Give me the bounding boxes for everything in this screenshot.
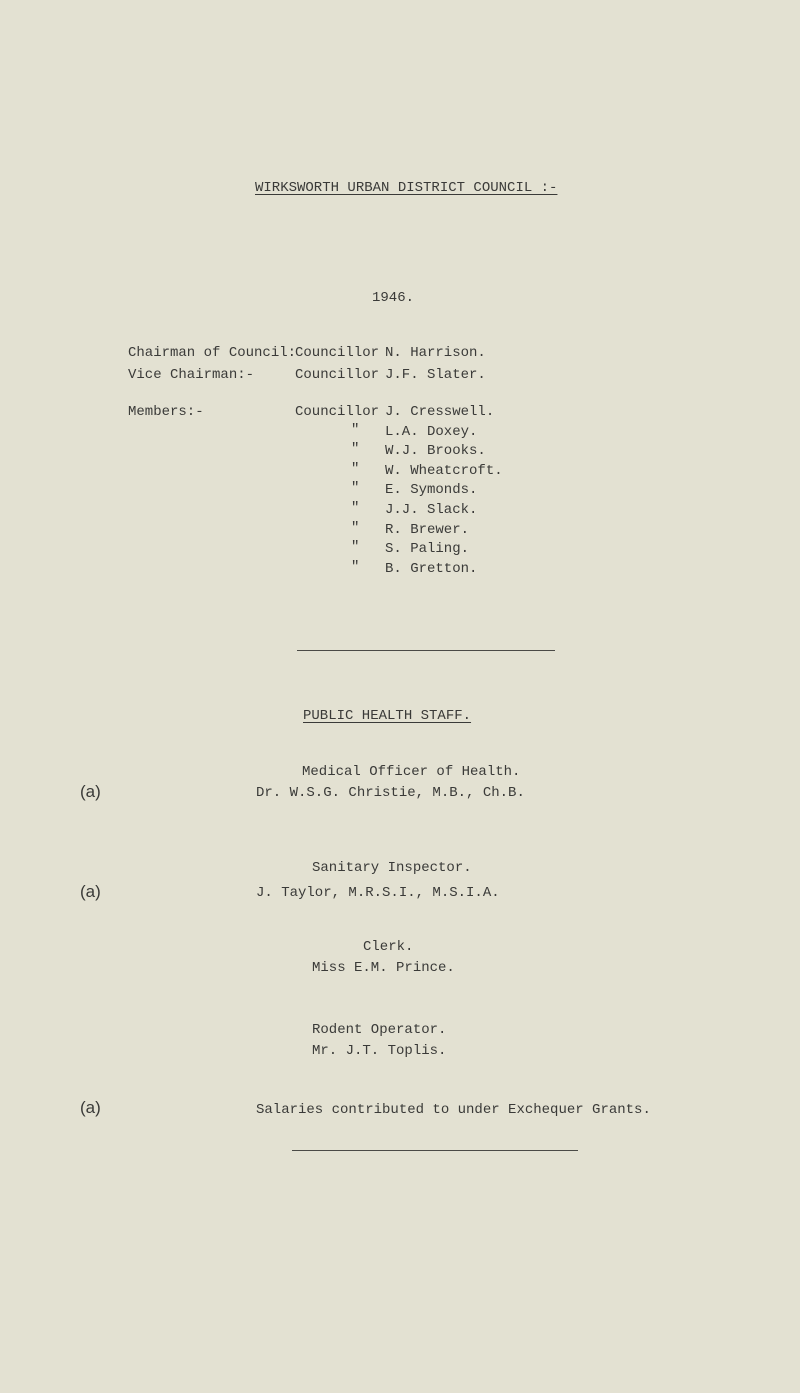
chairman-label: Chairman of Council: [128, 345, 297, 361]
ditto-mark: " [351, 539, 360, 556]
vice-chairman-name: J.F. Slater. [385, 367, 486, 383]
footnote-marker: (a) [80, 782, 101, 801]
ditto-mark: " [351, 421, 360, 438]
member-name: L.A. Doxey. [385, 423, 478, 440]
ditto-mark: " [351, 500, 360, 516]
member-name: J. Cresswell. [385, 404, 495, 420]
member-name: B. Gretton. [385, 560, 478, 577]
document-title: WIRKSWORTH URBAN DISTRICT COUNCIL :- [255, 180, 558, 196]
member-name: S. Paling. [385, 541, 470, 558]
divider [297, 650, 555, 651]
staff-role: Clerk. [363, 939, 414, 955]
staff-role: Sanitary Inspector. [312, 860, 472, 876]
footnote-text: Salaries contributed to under Exchequer Grants. [256, 1102, 651, 1118]
ditto-mark: " [351, 558, 360, 575]
staff-name: Miss E.M. Prince. [312, 960, 455, 976]
member-name: R. Brewer. [385, 521, 470, 538]
ditto-mark: " [351, 460, 360, 477]
year: 1946. [372, 290, 415, 306]
ditto-mark: " [351, 519, 360, 536]
ditto-mark: " [351, 480, 360, 497]
members-label: Members:- [128, 404, 204, 420]
divider [292, 1150, 578, 1151]
member-name: E. Symonds. [385, 482, 478, 499]
staff-heading: PUBLIC HEALTH STAFF. [303, 708, 472, 724]
member-name: W. Wheatcroft. [385, 462, 503, 479]
staff-role: Rodent Operator. [312, 1022, 447, 1038]
chairman-prefix: Councillor [295, 345, 380, 361]
member-name: W.J. Brooks. [385, 443, 486, 460]
members-prefix: Councillor [295, 404, 380, 420]
staff-role: Medical Officer of Health. [302, 764, 521, 780]
member-name: J.J. Slack. [385, 502, 478, 518]
vice-chairman-prefix: Councillor [295, 367, 380, 383]
staff-name: J. Taylor, M.R.S.I., M.S.I.A. [256, 885, 500, 901]
staff-name: Mr. J.T. Toplis. [312, 1043, 447, 1059]
ditto-mark: " [351, 441, 360, 458]
footnote-marker: (a) [80, 882, 101, 901]
footnote-marker: (a) [80, 1098, 101, 1117]
vice-chairman-label: Vice Chairman:- [128, 367, 255, 383]
chairman-name: N. Harrison. [385, 345, 486, 361]
staff-name: Dr. W.S.G. Christie, M.B., Ch.B. [256, 785, 525, 801]
